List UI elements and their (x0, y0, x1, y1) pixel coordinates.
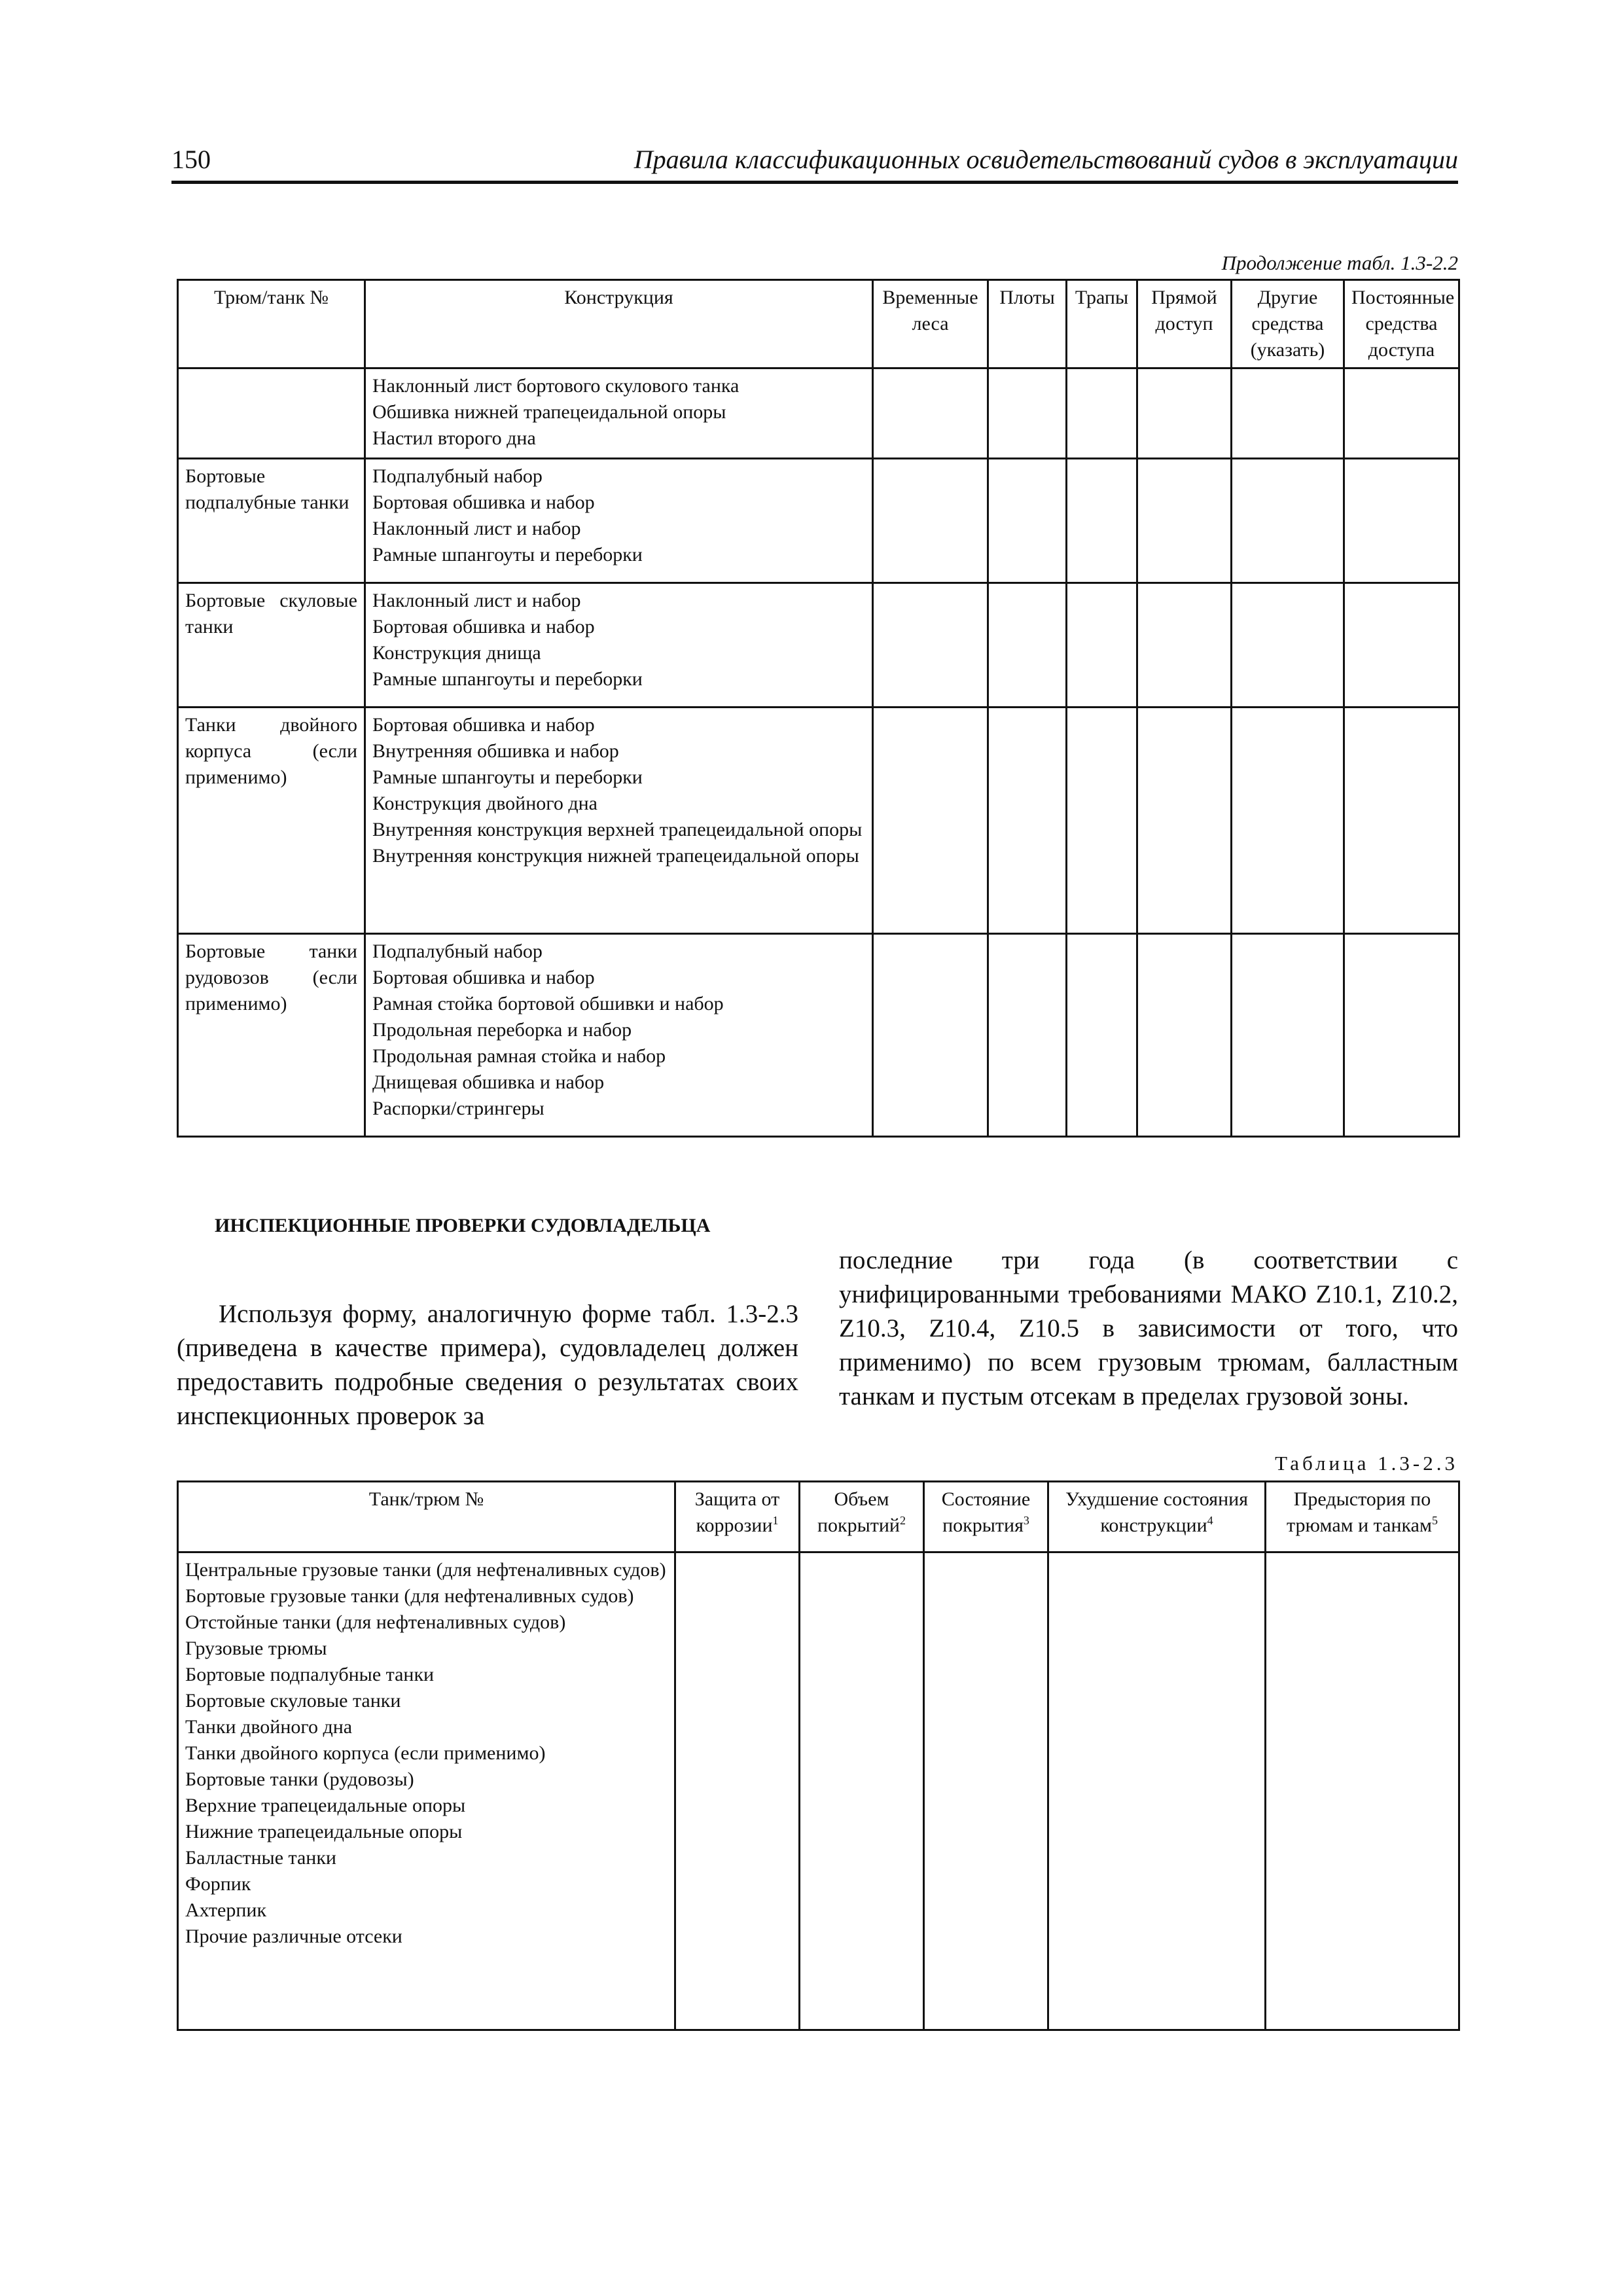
tank-item: Бортовые грузовые танки (для нефтеналивных судов) (185, 1585, 634, 1607)
tank-item: Центральные грузовые танки (для нефтеналивных судов) (185, 1559, 666, 1581)
table2-caption: Таблица 1.3-2.3 (1275, 1452, 1458, 1475)
tank-cell: Танки двойного корпуса (если применимо) (178, 708, 365, 934)
empty-cell (873, 934, 988, 1137)
structure-item: Конструкция днища (372, 642, 541, 664)
paragraph-right: последние три года (в соответствии с унифицированными требованиями МАКО Z10.1, Z10.2, Z10.3, Z10.4, Z10.5 в зависимости от того, что применимо) по всем грузовым трюмам, балластным танкам и пустым отсекам в пределах грузовой зоны. (839, 1246, 1458, 1410)
footnote-mark: 3 (1023, 1514, 1029, 1527)
empty-cell (988, 368, 1067, 459)
empty-cell (1232, 459, 1344, 583)
footnote-mark: 4 (1207, 1514, 1213, 1527)
table-row (178, 368, 1459, 459)
structure-item: Наклонный лист бортового скулового танка (372, 375, 740, 397)
empty-cell (1048, 1552, 1266, 2030)
column-header: Конструкция (365, 280, 873, 368)
structure-item: Бортовая обшивка и набор (372, 492, 595, 513)
page-header (171, 143, 1458, 184)
tank-cell: Бортовые подпалубные танки (178, 459, 365, 583)
tank-item: Прочие различные отсеки (185, 1926, 402, 1947)
structure-cell (365, 708, 873, 934)
structure-cell (365, 368, 873, 459)
empty-cell (988, 708, 1067, 934)
structure-item: Внутренняя конструкция нижней трапецеидальной опоры (372, 845, 859, 867)
structure-item: Внутренняя конструкция верхней трапецеидальной опоры (372, 819, 863, 840)
table-row (178, 583, 1459, 708)
tank-item: Нижние трапецеидальные опоры (185, 1821, 463, 1842)
structure-cell (365, 934, 873, 1137)
empty-cell (988, 459, 1067, 583)
empty-cell (1067, 459, 1137, 583)
column-header (1266, 1482, 1459, 1552)
column-header: Трюм/танк № (178, 280, 365, 368)
empty-cell (1137, 708, 1232, 934)
structure-item: Бортовая обшивка и набор (372, 714, 595, 736)
empty-cell (1232, 708, 1344, 934)
column-header-label: Предыстория по трюмам и танкам (1287, 1488, 1432, 1536)
structure-item: Продольная переборка и набор (372, 1019, 632, 1041)
structure-item: Наклонный лист и набор (372, 518, 581, 539)
tank-item: Танки двойного дна (185, 1716, 353, 1738)
structure-cell (365, 459, 873, 583)
section-heading: ИНСПЕКЦИОННЫЕ ПРОВЕРКИ СУДОВЛАДЕЛЬЦА (215, 1215, 711, 1236)
footnote-mark: 5 (1431, 1514, 1438, 1527)
structure-item: Распорки/стрингеры (372, 1098, 544, 1119)
table-row (178, 1552, 1459, 2030)
column-header (1048, 1482, 1266, 1552)
empty-cell (1137, 583, 1232, 708)
empty-cell (988, 583, 1067, 708)
column-header-label: Ухудшение состояния конструкции (1065, 1488, 1249, 1536)
empty-cell (1232, 934, 1344, 1137)
empty-cell (675, 1552, 800, 2030)
tank-item: Верхние трапецеидальные опоры (185, 1795, 466, 1816)
empty-cell (1232, 368, 1344, 459)
structure-item: Рамная стойка бортовой обшивки и набор (372, 993, 724, 1014)
tank-item: Бортовые скуловые танки (185, 1690, 401, 1712)
empty-cell (873, 708, 988, 934)
paragraph-left: Используя форму, аналогичную форме табл. 1.3-2.3 (приведена в качестве примера), судовладелец должен предоставить подробные сведения о результатах своих инспекционных проверок за (177, 1300, 798, 1430)
empty-cell (1344, 708, 1459, 934)
empty-cell (1344, 459, 1459, 583)
empty-cell (873, 459, 988, 583)
structure-cell (365, 583, 873, 708)
footnote-mark: 1 (772, 1514, 779, 1527)
tank-item: Отстойные танки (для нефтеналивных судов) (185, 1611, 566, 1633)
tank-cell: Бортовые скуловые танки (178, 583, 365, 708)
empty-cell (1067, 934, 1137, 1137)
tank-item: Ахтерпик (185, 1899, 267, 1921)
column-header: Трапы (1067, 280, 1137, 368)
tank-item: Бортовые подпалубные танки (185, 1664, 435, 1685)
empty-cell (1067, 708, 1137, 934)
empty-cell (1067, 368, 1137, 459)
column-header: Другие средства (указать) (1232, 280, 1344, 368)
column-header-label: Состояние покрытия (941, 1488, 1031, 1536)
tank-item: Бортовые танки (рудовозы) (185, 1768, 414, 1790)
table-row (178, 459, 1459, 583)
empty-cell (1137, 934, 1232, 1137)
empty-cell (1344, 934, 1459, 1137)
table2-header-row (178, 1482, 1459, 1552)
structure-item: Рамные шпангоуты и переборки (372, 766, 643, 788)
column-header-label: Защита от коррозии (694, 1488, 780, 1536)
tank-item: Танки двойного корпуса (если применимо) (185, 1742, 546, 1764)
empty-cell (1266, 1552, 1459, 2030)
empty-cell (1137, 459, 1232, 583)
structure-item: Рамные шпангоуты и переборки (372, 668, 643, 690)
table-row (178, 708, 1459, 934)
structure-item: Продольная рамная стойка и набор (372, 1045, 666, 1067)
column-header: Временные леса (873, 280, 988, 368)
structure-item: Наклонный лист и набор (372, 590, 581, 611)
column-header (178, 1482, 675, 1552)
empty-cell (1232, 583, 1344, 708)
empty-cell (1067, 583, 1137, 708)
table-row (178, 934, 1459, 1137)
column-header-label: Танк/трюм № (368, 1488, 484, 1510)
tank-item: Балластные танки (185, 1847, 336, 1869)
column-header (675, 1482, 800, 1552)
table-1-3-2-2 (177, 279, 1460, 1138)
structure-item: Внутренняя обшивка и набор (372, 740, 619, 762)
structure-item: Бортовая обшивка и набор (372, 616, 595, 637)
empty-cell (873, 583, 988, 708)
structure-item: Настил второго дна (372, 427, 536, 449)
table1-caption: Продолжение табл. 1.3-2.2 (1221, 251, 1458, 274)
structure-item: Подпалубный набор (372, 941, 543, 962)
empty-cell (988, 934, 1067, 1137)
column-header-label: Объем покрытий (817, 1488, 900, 1536)
empty-cell (1137, 368, 1232, 459)
column-header (800, 1482, 924, 1552)
table1-header-row (178, 280, 1459, 368)
table-1-3-2-3 (177, 1480, 1460, 2031)
empty-cell (873, 368, 988, 459)
empty-cell (924, 1552, 1048, 2030)
empty-cell (800, 1552, 924, 2030)
structure-item: Обшивка нижней трапецеидальной опоры (372, 401, 726, 423)
column-header: Прямой доступ (1137, 280, 1232, 368)
column-header: Постоянные средства доступа (1344, 280, 1459, 368)
empty-cell (1344, 368, 1459, 459)
tank-item: Форпик (185, 1873, 251, 1895)
column-header (924, 1482, 1048, 1552)
tank-list-cell (178, 1552, 675, 2030)
column-header: Плоты (988, 280, 1067, 368)
structure-item: Подпалубный набор (372, 465, 543, 487)
tank-item: Грузовые трюмы (185, 1638, 327, 1659)
structure-item: Бортовая обшивка и набор (372, 967, 595, 988)
page-number: 150 (171, 145, 211, 174)
tank-cell: Бортовые танки рудовозов (если применимо) (178, 934, 365, 1137)
structure-item: Конструкция двойного дна (372, 793, 597, 814)
tank-cell (178, 368, 365, 459)
structure-item: Рамные шпангоуты и переборки (372, 544, 643, 565)
running-title: Правила классификационных освидетельствований судов в эксплуатации (633, 145, 1458, 174)
structure-item: Днищевая обшивка и набор (372, 1071, 605, 1093)
empty-cell (1344, 583, 1459, 708)
footnote-mark: 2 (900, 1514, 906, 1527)
